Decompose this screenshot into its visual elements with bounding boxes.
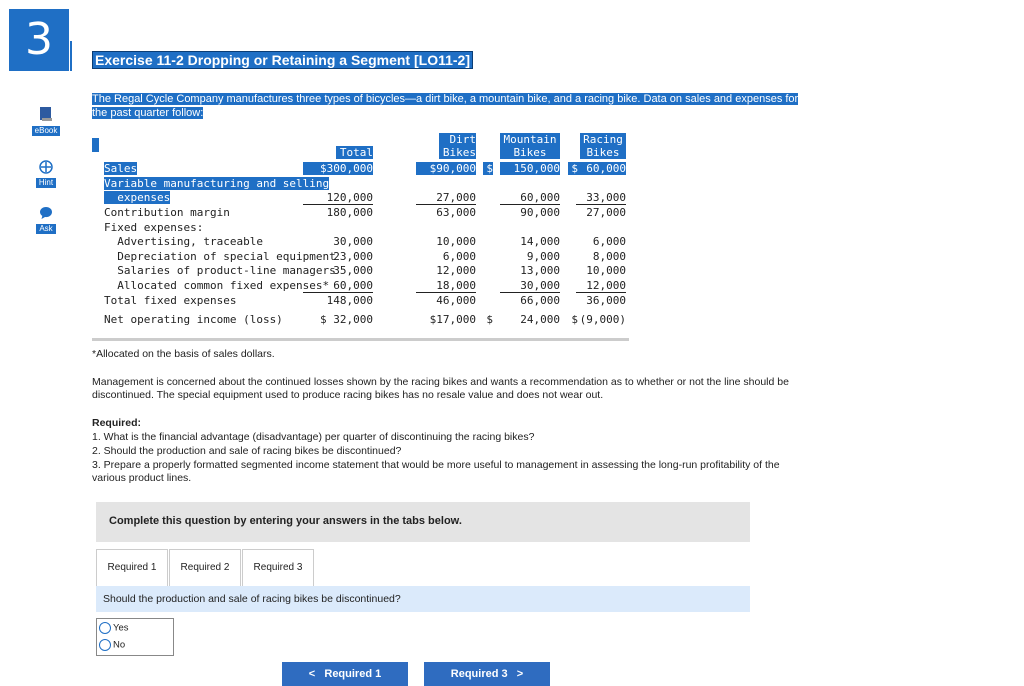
- required-item-1: 1. What is the financial advantage (disadvantage) per quarter of discontinuing the racing bikes?: [92, 431, 535, 443]
- prev-button[interactable]: [282, 662, 408, 686]
- financial-table: [104, 133, 634, 333]
- table-cell-racing: 36,000: [586, 294, 626, 307]
- table-cell-total: 120,000: [303, 191, 373, 205]
- footnote: *Allocated on the basis of sales dollars.: [92, 348, 275, 360]
- ebook-icon: [39, 106, 53, 122]
- intro-highlight: The Regal Cycle Company manufactures three types of bicycles—a dirt bike, a mountain bike, and a racing bike. Data on sales and expenses for the past quarter follow:: [92, 93, 799, 119]
- table-cell-dirt: 10,000: [436, 235, 476, 248]
- intro-text: [92, 92, 802, 120]
- table-cell-mountain: 30,000: [500, 279, 560, 293]
- sidebar-item-ask[interactable]: [22, 206, 70, 234]
- dollar-sign-mountain: $: [486, 313, 493, 326]
- dollar-sign-racing: $: [571, 313, 578, 326]
- table-cell-dirt: $90,000: [416, 162, 476, 175]
- dollar-sign-racing: $: [568, 162, 578, 175]
- table-row-label: Total fixed expenses: [104, 294, 237, 307]
- required-heading: Required:: [92, 417, 142, 429]
- table-cell-total: $ 32,000: [320, 313, 373, 326]
- table-cell-total: 30,000: [333, 235, 373, 248]
- sidebar-label-ebook: eBook: [32, 126, 61, 136]
- table-cell-mountain: 9,000: [526, 250, 560, 263]
- table-cell-total: 60,000: [303, 279, 373, 293]
- sidebar-label-ask: Ask: [36, 224, 55, 234]
- option-no-label: No: [113, 639, 126, 651]
- table-marker: [92, 138, 99, 152]
- table-cell-dirt: 46,000: [436, 294, 476, 307]
- radio-no[interactable]: [99, 639, 111, 651]
- table-row-label: Contribution margin: [104, 206, 230, 219]
- table-cell-racing: 27,000: [586, 206, 626, 219]
- table-divider: [92, 338, 629, 341]
- tab-required-3[interactable]: Required 3: [242, 549, 314, 587]
- sidebar-item-ebook[interactable]: [22, 106, 70, 136]
- table-cell-mountain: 60,000: [500, 191, 560, 205]
- header-dirt-line1: Dirt: [439, 133, 476, 146]
- exercise-title: Exercise 11-2 Dropping or Retaining a Segment [LO11-2]: [92, 51, 473, 69]
- table-cell-racing: 6,000: [592, 235, 626, 248]
- header-mountain-line2: Bikes: [500, 146, 560, 159]
- management-text: Management is concerned about the continued losses shown by the racing bikes and wants a recommendation as to whether or not the line should be discontinued. The special equipment used to produce racing bikes has no resale value and does not wear out.: [92, 376, 789, 401]
- chevron-left-icon: <: [308, 668, 316, 680]
- required-item-2: 2. Should the production and sale of racing bikes be discontinued?: [92, 445, 402, 457]
- instructions-text: Complete this question by entering your answers in the tabs below.: [109, 515, 462, 527]
- required-item-3: 3. Prepare a properly formatted segmented income statement that would be more useful to management in assessing the long-run profitability of the various product lines.: [92, 459, 780, 484]
- table-cell-total: 35,000: [333, 264, 373, 277]
- table-cell-racing: (9,000): [579, 313, 626, 326]
- table-row-label: Net operating income (loss): [104, 313, 283, 326]
- answer-options: [96, 618, 174, 656]
- header-total: Total: [336, 146, 373, 159]
- question-text: Should the production and sale of racing bikes be discontinued?: [103, 593, 401, 605]
- header-racing-line1: Racing: [580, 133, 626, 146]
- sidebar-item-hint[interactable]: [22, 160, 70, 188]
- next-button-label: Required 3: [450, 668, 508, 680]
- sidebar-label-hint: Hint: [36, 178, 56, 188]
- radio-yes[interactable]: [99, 622, 111, 634]
- header-dirt-line2: Bikes: [439, 146, 476, 159]
- table-cell-total: 180,000: [326, 206, 373, 219]
- table-cell-dirt: 18,000: [416, 279, 476, 293]
- table-cell-racing: 12,000: [576, 279, 626, 293]
- table-cell-dirt: 6,000: [442, 250, 476, 263]
- table-cell-racing: 33,000: [576, 191, 626, 205]
- table-row-label: expenses: [104, 191, 171, 204]
- table-cell-dirt: 63,000: [436, 206, 476, 219]
- table-cell-mountain: 66,000: [520, 294, 560, 307]
- chevron-right-icon: >: [516, 668, 524, 680]
- table-cell-mountain: 150,000: [500, 162, 560, 175]
- table-cell-mountain: 90,000: [520, 206, 560, 219]
- table-row-label: Salaries of product-line managers: [104, 264, 336, 277]
- table-cell-racing: 10,000: [586, 264, 626, 277]
- table-cell-total: 148,000: [326, 294, 373, 307]
- option-yes-label: Yes: [113, 622, 129, 634]
- table-row-label: Allocated common fixed expenses*: [104, 279, 330, 292]
- tab-required-1[interactable]: Required 1: [96, 549, 168, 587]
- table-row-label: Fixed expenses:: [104, 221, 204, 234]
- option-yes[interactable]: [99, 622, 129, 634]
- tab-required-2[interactable]: Required 2: [169, 549, 241, 587]
- question-marker: [70, 41, 72, 71]
- question-strip: [96, 586, 750, 612]
- instructions-panel: [96, 502, 750, 542]
- table-cell-racing: 60,000: [576, 162, 626, 175]
- question-number: 3: [9, 9, 69, 71]
- table-cell-mountain: 13,000: [520, 264, 560, 277]
- dollar-sign-mountain: $: [483, 162, 493, 175]
- ask-icon: [39, 206, 53, 220]
- table-cell-dirt: $17,000: [429, 313, 476, 326]
- header-mountain-line1: Mountain: [500, 133, 560, 146]
- table-cell-mountain: 14,000: [520, 235, 560, 248]
- table-cell-total: 23,000: [333, 250, 373, 263]
- option-no[interactable]: [99, 639, 125, 651]
- table-cell-total: $300,000: [303, 162, 373, 175]
- table-cell-dirt: 12,000: [436, 264, 476, 277]
- hint-icon: [39, 160, 53, 174]
- table-row-label: Variable manufacturing and selling: [104, 177, 330, 190]
- table-row-label: Depreciation of special equipment: [104, 250, 336, 263]
- next-button[interactable]: [424, 662, 550, 686]
- table-cell-racing: 8,000: [592, 250, 626, 263]
- table-row-label: Sales: [104, 162, 138, 175]
- table-cell-dirt: 27,000: [416, 191, 476, 205]
- prev-button-label: Required 1: [324, 668, 382, 680]
- table-row-label: Advertising, traceable: [104, 235, 263, 248]
- table-cell-mountain: 24,000: [520, 313, 560, 326]
- header-racing-line2: Bikes: [580, 146, 626, 159]
